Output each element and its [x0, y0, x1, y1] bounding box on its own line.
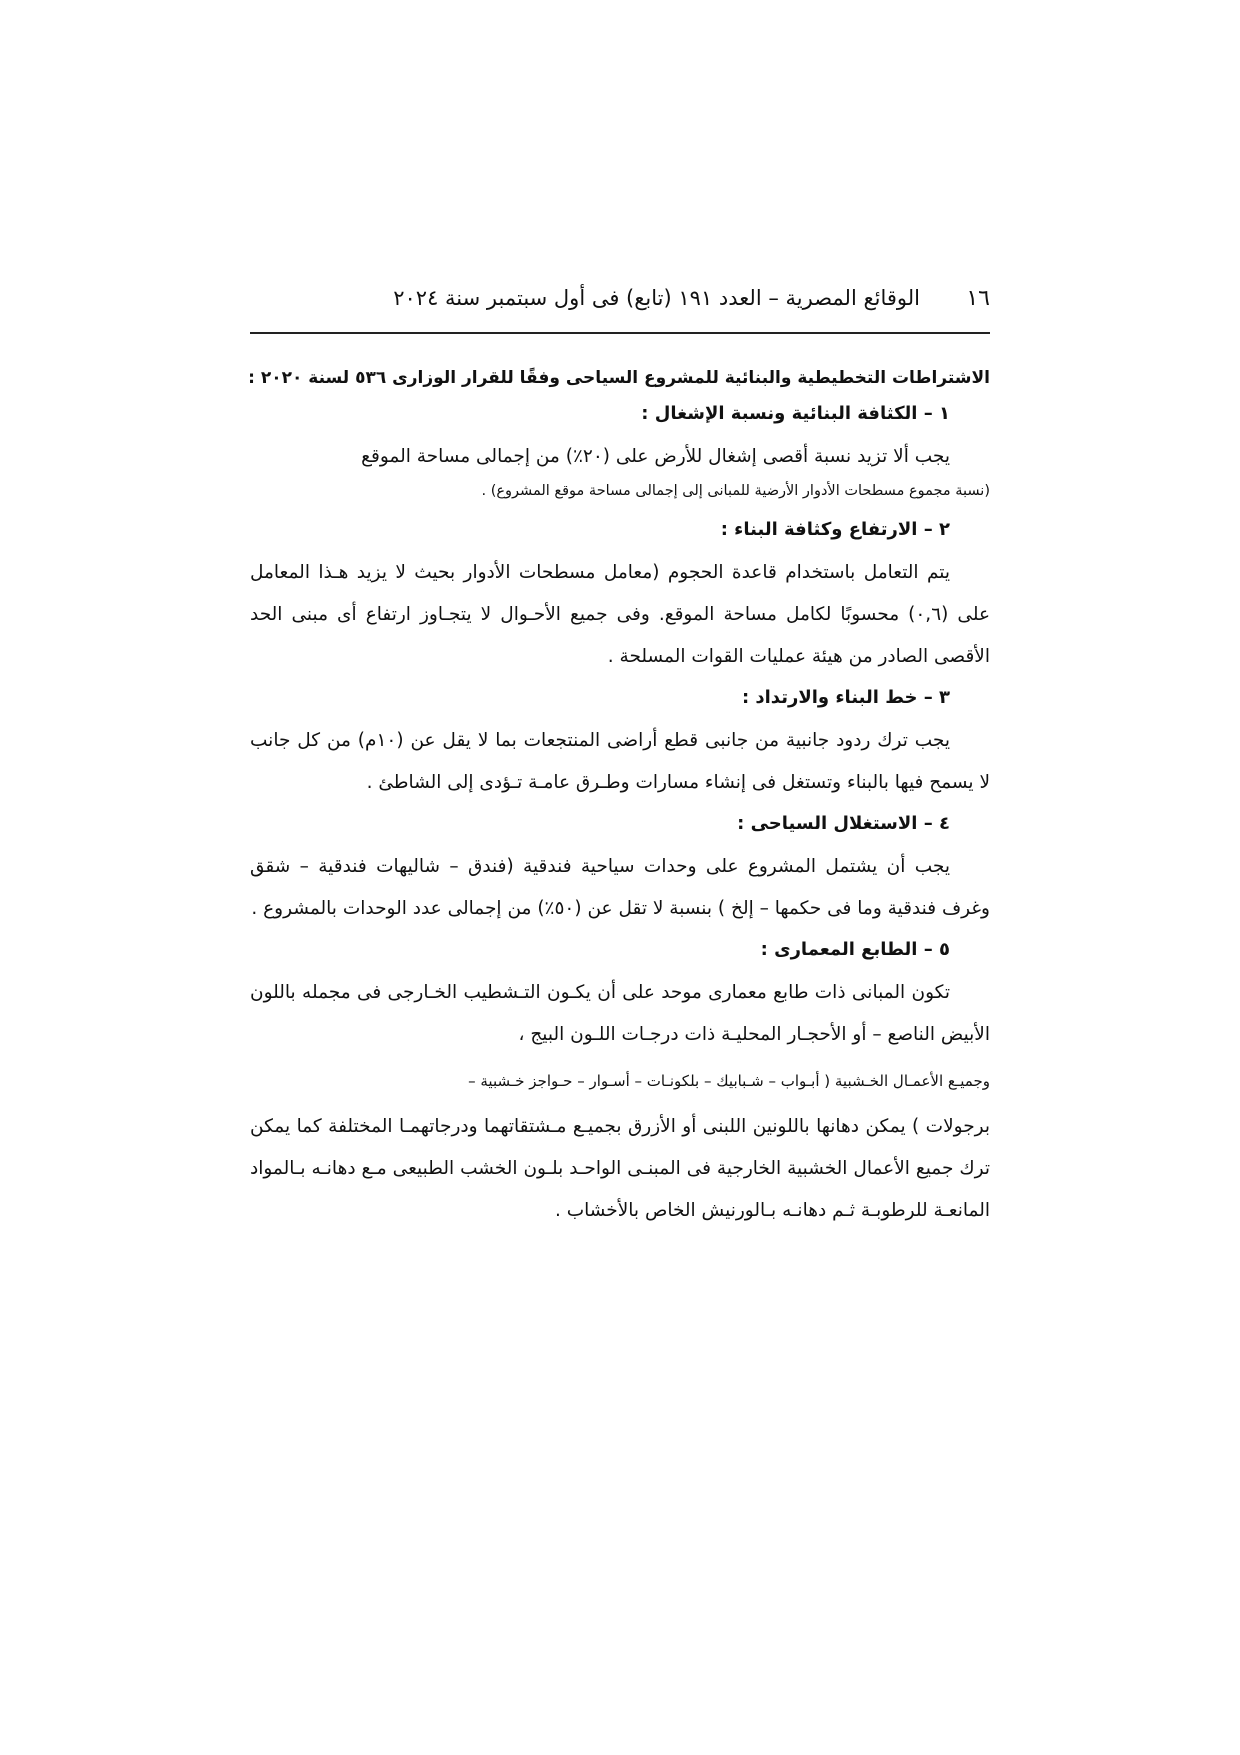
- section-heading-density: ١ – الكثافة البنائية ونسبة الإشغال :: [641, 403, 950, 424]
- section-heading-tourism: ٤ – الاستغلال السياحى :: [737, 813, 950, 834]
- page-header: [250, 286, 990, 320]
- section-heading-architecture: ٥ – الطابع المعمارى :: [760, 939, 950, 960]
- section-body-architecture-3: برجولات ) يمكن دهانها باللونين اللبنى أو الأزرق بجميـع مـشتقاتهما ودرجاتهمـا المختلفة كما يمكن ترك جميع الأعمال الخشبية الخارجية فى المبنـى الواحـد بلـون الخشب الطبيعى مـع دهانـه بـالمواد المانعـة للرطوبـة ثـم دهانـه بـالورنيش الخاص بالأخشاب .: [250, 1116, 990, 1221]
- section-body-architecture-2: وجميـع الأعمـال الخـشبية ( أبـواب – شـبابيك – بلكونـات – أسـوار – حـواجز خـشبية –: [468, 1072, 990, 1090]
- gazette-title: الوقائع المصرية – العدد ١٩١ (تابع) فى أول سبتمبر سنة ٢٠٢٤: [393, 286, 920, 310]
- section-body-height: يتم التعامل باستخدام قاعدة الحجوم (معامل مسطحات الأدوار بحيث لا يزيد هـذا المعامل على (٠,٦) محسوبًا لكامل مساحة الموقع. وفى جميع الأحـوال لا يتجـاوز ارتفاع أى مبنى الحد الأقصى الصادر من هيئة عمليات القوات المسلحة .: [250, 562, 990, 667]
- section-heading-setback: ٣ – خط البناء والارتداد :: [741, 687, 950, 708]
- section-heading-height: ٢ – الارتفاع وكثافة البناء :: [720, 519, 950, 540]
- section-body-architecture-1: تكون المبانى ذات طابع معمارى موحد على أن يكـون التـشطيب الخـارجى فى مجمله باللون الأبيض الناصع – أو الأحجـار المحليـة ذات درجـات اللـون البيج ،: [250, 982, 990, 1045]
- section-body-density: يجب ألا تزيد نسبة أقصى إشغال للأرض على (٢٠٪) من إجمالى مساحة الموقع: [361, 446, 950, 467]
- section-body-tourism: يجب أن يشتمل المشروع على وحدات سياحية فندقية (فندق – شاليهات فندقية – شقق وغرف فندقية وما فى حكمها – إلخ ) بنسبة لا تقل عن (٥٠٪) من إجمالى عدد الوحدات بالمشروع .: [250, 856, 990, 919]
- page-number: ١٦: [966, 286, 990, 311]
- document-body: [250, 368, 990, 1236]
- section-note-density: (نسبة مجموع مسطحات الأدوار الأرضية للمبانى إلى إجمالى مساحة موقع المشروع) .: [481, 483, 990, 499]
- document-title: الاشتراطات التخطيطية والبنائية للمشروع السياحى وفقًا للقرار الوزارى ٥٣٦ لسنة ٢٠٢٠ :: [248, 368, 990, 388]
- section-body-setback: يجب ترك ردود جانبية من جانبى قطع أراضى المنتجعات بما لا يقل عن (١٠م) من كل جانب لا يسمح فيها بالبناء وتستغل فى إنشاء مسارات وطـرق عامـة تـؤدى إلى الشاطئ .: [250, 730, 990, 793]
- header-divider: [250, 332, 990, 334]
